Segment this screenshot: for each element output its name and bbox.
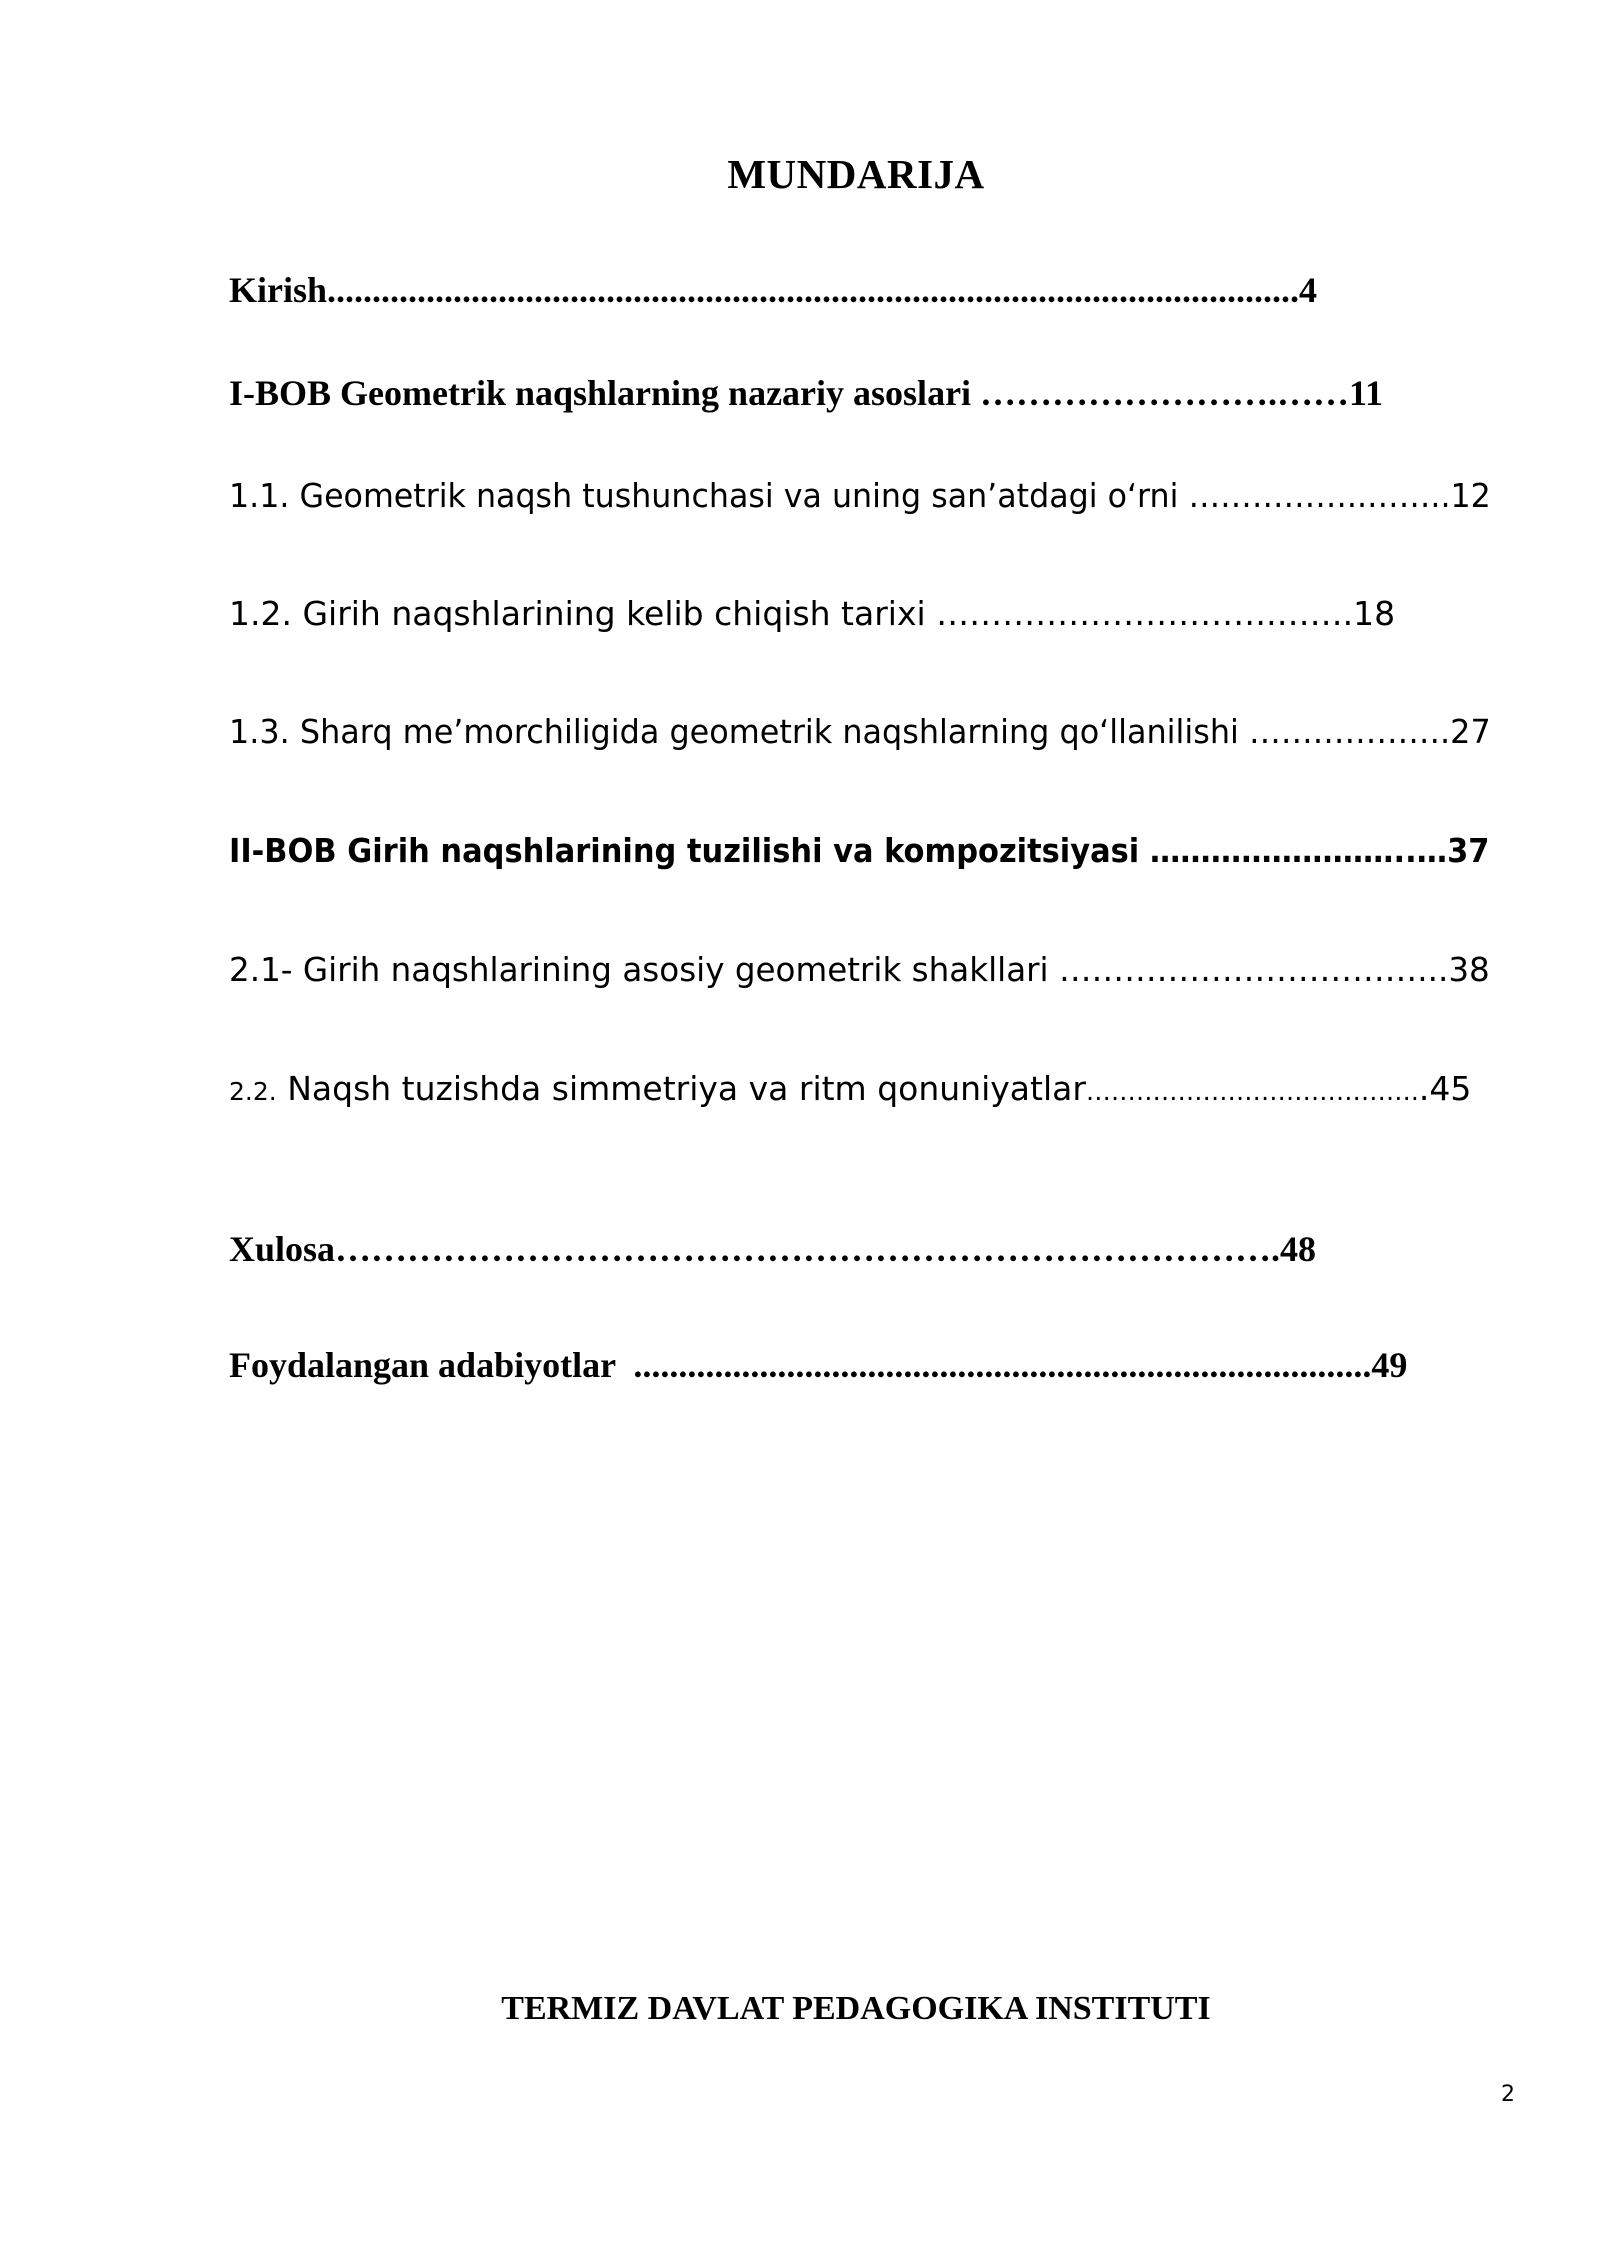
toc-entry-leader: ……………………………………………………………………. bbox=[335, 1229, 1281, 1269]
toc-entry-page: .45 bbox=[1418, 1069, 1472, 1108]
page-number: 2 bbox=[1501, 2082, 1515, 2107]
toc-entry-section-2-1 bbox=[229, 950, 1490, 989]
toc-title: MUNDARIJA bbox=[727, 151, 985, 197]
toc-entry-xulosa bbox=[229, 1231, 1316, 1267]
toc-entry-section-2-2 bbox=[229, 1069, 1472, 1108]
toc-entry-leader: ……………..…….. bbox=[1188, 476, 1451, 515]
toc-entry-page: 38 bbox=[1448, 950, 1490, 989]
toc-entry-leader: ……………………..… bbox=[1149, 831, 1448, 870]
toc-entry-text: 2.1- Girih naqshlarining asosiy geometrik shakllari bbox=[229, 950, 1059, 989]
toc-entry-text: Xulosa bbox=[229, 1229, 336, 1269]
toc-entry-leader: …………………….…… bbox=[980, 373, 1350, 413]
toc-entry-leader: .................................................................................. bbox=[633, 1345, 1372, 1385]
toc-entry-page: 18 bbox=[1353, 594, 1396, 633]
toc-entry-chapter-1 bbox=[229, 375, 1383, 411]
toc-entry-page: 11 bbox=[1349, 373, 1384, 413]
toc-entry-text: 1.2. Girih naqshlarining kelib chiqish tarixi bbox=[229, 594, 937, 633]
toc-entry-leader: ……………………………... bbox=[1058, 950, 1449, 989]
toc-entry-text: Naqsh tuzishda simmetriya va ritm qonuniyatlar bbox=[276, 1069, 1086, 1108]
toc-entry-page: 12 bbox=[1450, 476, 1491, 515]
toc-entry-references bbox=[229, 1347, 1407, 1383]
toc-entry-section-1-3 bbox=[229, 712, 1491, 751]
toc-entry-page: 27 bbox=[1450, 712, 1491, 751]
toc-entry-page: 49 bbox=[1371, 1345, 1408, 1385]
toc-entry-page: 48 bbox=[1280, 1229, 1317, 1269]
toc-entry-text: Kirish bbox=[229, 270, 328, 310]
toc-entry-leader: …………………………………. bbox=[1085, 1077, 1419, 1106]
toc-entry-section-1-2 bbox=[229, 594, 1396, 633]
toc-entry-text: 1.3. Sharq me’morchiligida geometrik naqshlarning qo‘llanilishi bbox=[229, 712, 1249, 751]
toc-entry-text: I-BOB Geometrik naqshlarning nazariy asoslari bbox=[229, 373, 981, 413]
institution-name: TERMIZ DAVLAT PEDAGOGIKA INSTITUTI bbox=[501, 1990, 1211, 2027]
toc-entry-text: Foydalangan adabiyotlar bbox=[229, 1345, 634, 1385]
toc-entry-section-1-1 bbox=[229, 476, 1491, 515]
toc-entry-leader: ………………………….……. bbox=[936, 594, 1354, 633]
toc-entry-leader: ............................................................................................................ bbox=[327, 270, 1300, 310]
toc-entry-page: 4 bbox=[1299, 270, 1318, 310]
toc-entry-leader: ………………. bbox=[1248, 712, 1451, 751]
toc-entry-number: 2.2. bbox=[229, 1077, 277, 1106]
toc-entry-text: 1.1. Geometrik naqsh tushunchasi va uning san’atdagi o‘rni bbox=[229, 476, 1189, 515]
toc-entry-text: II-BOB Girih naqshlarining tuzilishi va kompozitsiyasi bbox=[229, 831, 1150, 870]
toc-entry-page: 37 bbox=[1447, 831, 1490, 870]
toc-entry-chapter-2 bbox=[229, 831, 1490, 870]
toc-entry-kirish bbox=[229, 272, 1317, 308]
